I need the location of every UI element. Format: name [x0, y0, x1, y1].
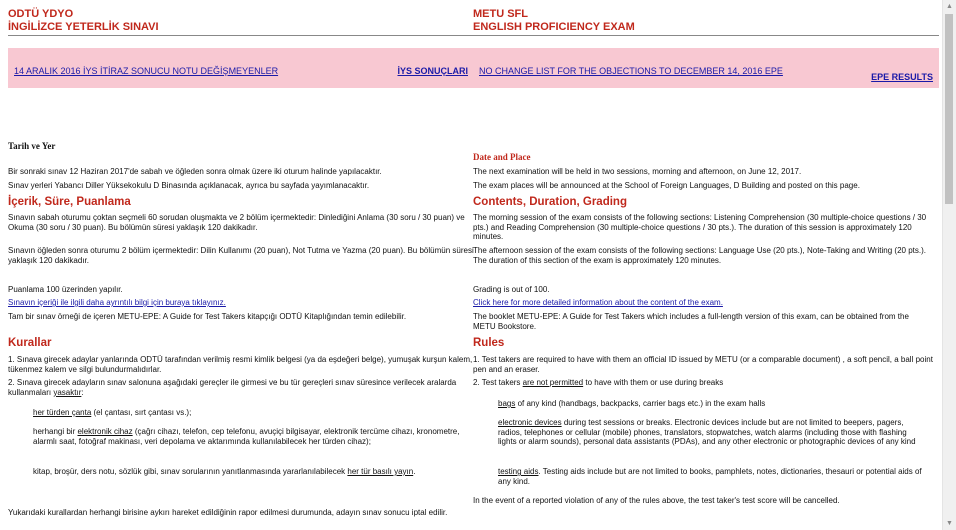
turkish-grading: Puanlama 100 üzerinden yapılır. [8, 285, 123, 294]
english-item-electronics: electronic devices during test sessions or breaks. Electronic devices include but are not limited to beepers, pagers, radios, telephones or cellular (mobile) phones, translators, stopwatches, watch alarms (including those with flashing lights or alarm sounds), personal data assistants (PDAs), and any other electronic or photographic devices of any kind [498, 418, 916, 447]
turkish-forbidden-word: yasaktır [53, 387, 82, 397]
turkish-booklet: Tam bir sınav örneği de içeren METU-EPE: A Guide for Test Takers kitapçığı ODTÜ Kitaplığından temin edilebilir. [8, 312, 407, 321]
english-content-p1: The morning session of the exam consists of the following sections: Listening Comprehension (30 multiple-choice questions / 30 pts.) and Reading Comprehension (30 multiple-choice questions / 30 pts.). The duration of this session is approximately 120 minutes. [473, 213, 927, 242]
turkish-date-p2: Sınav yerleri Yabancı Diller Yüksekokulu D Binasında açıklanacak, ayrıca bu sayfada yayımlanacaktır. [8, 181, 370, 190]
english-header-line2: ENGLISH PROFICIENCY EXAM [473, 21, 635, 33]
turkish-objection-link[interactable]: 14 ARALIK 2016 İYS İTİRAZ SONUCU NOTU DEĞİŞMEYENLER [14, 66, 279, 76]
english-results-link[interactable]: EPE RESULTS [871, 72, 933, 82]
turkish-item-printed: kitap, broşür, ders notu, sözlük gibi, sınav sorularının yanıtlanmasında yararlanılabilecek her tür basılı yayın. [33, 467, 416, 476]
english-booklet: The booklet METU-EPE: A Guide for Test Takers which includes a full-length version of this exam, can be obtained from the METU Bookstore. [473, 312, 909, 331]
turkish-item-bags: her türden çanta (el çantası, sırt çantası vs.); [33, 408, 192, 417]
english-content-title: Contents, Duration, Grading [473, 196, 627, 208]
english-item-testing-aids: testing aids. Testing aids include but are not limited to books, pamphlets, notes, dictionaries, thesauri or potential aids of any kind. [498, 467, 922, 486]
turkish-content-title: İçerik, Süre, Puanlama [8, 196, 131, 208]
english-rule-1: 1. Test takers are required to have with them an official ID issued by METU (or a comparable document) , a soft pencil, a ball point pen and an eraser. [473, 355, 933, 374]
english-header-line1: METU SFL [473, 8, 528, 20]
turkish-item-electronics: herhangi bir elektronik cihaz (çağrı cihazı, telefon, cep telefonu, avuçiçi bilgisayar, elektronik tercüme cihazı, kronometre, alarmlı saat, fotoğraf makinası, veri depolama ve aktarımında kullanılabilecek her türden cihaz); [33, 427, 460, 446]
turkish-content-p2: Sınavın öğleden sonra oturumu 2 bölüm içermektedir: Dilin Kullanımı (20 puan), Not Tutma ve Yazma (20 puan). Bu bölümün süresi yaklaşık 120 dakikadır. [8, 246, 474, 265]
english-banner [473, 48, 939, 88]
english-forbidden-phrase: are not permitted [522, 378, 584, 387]
english-violation: In the event of a reported violation of any of the rules above, the test taker's test score will be cancelled. [473, 496, 840, 505]
scroll-up-arrow-icon[interactable]: ▲ [946, 3, 953, 10]
english-date-p2: The exam places will be announced at the School of Foreign Languages, D Building and posted on this page. [473, 181, 860, 190]
turkish-banner [8, 48, 474, 88]
english-rule-2: 2. Test takers are not permitted to have with them or use during breaks [473, 378, 724, 387]
turkish-rule-1: 1. Sınava girecek adaylar yanlarında ODTÜ tarafından verilmiş resmi kimlik belgesi (ya da eşdeğeri belge), yumuşak kurşun kalem, tükenmez kalem ve silgi bulundurmalıdırlar. [8, 355, 473, 374]
scroll-down-arrow-icon[interactable]: ▼ [946, 520, 953, 527]
turkish-rule-2: 2. Sınava girecek adayların sınav salonuna aşağıdaki gereçler ile girmesi ve bu tür gereçleri sınav süresince verilecek aralarda kullanmaları yasaktır: [8, 378, 457, 397]
vertical-scrollbar[interactable] [942, 0, 956, 530]
english-grading: Grading is out of 100. [473, 285, 550, 294]
turkish-content-p1: Sınavın sabah oturumu çoktan seçmeli 60 sorudan oluşmakta ve 2 bölüm içermektedir: Dinlediğini Anlama (30 soru / 30 puan) ve Okuma (30 soru / 30 puan). Bu bölümün süresi yaklaşık 120 dakikadır. [8, 213, 465, 232]
english-rules-title: Rules [473, 337, 505, 349]
turkish-detail-link[interactable]: Sınavın içeriği ile ilgili daha ayrıntılı bilgi için buraya tıklayınız. [8, 298, 226, 307]
english-column [473, 0, 939, 505]
english-detail-link[interactable]: Click here for more detailed information about the content of the exam. [473, 298, 723, 307]
english-item-bags: bags of any kind (handbags, backpacks, carrier bags etc.) in the exam halls [498, 399, 766, 408]
turkish-header-line2: İNGİLİZCE YETERLİK SINAVI [8, 21, 159, 33]
scrollbar-thumb[interactable] [945, 14, 953, 204]
turkish-column [8, 0, 474, 517]
english-objection-link[interactable]: NO CHANGE LIST FOR THE OBJECTIONS TO DECEMBER 14, 2016 EPE [479, 66, 783, 76]
english-header [473, 8, 939, 36]
turkish-header [8, 8, 474, 36]
turkish-violation: Yukarıdaki kurallardan herhangi birisine aykırı hareket edildiğinin rapor edilmesi durumunda, adayın sınav sonucu iptal edilir. [8, 508, 448, 517]
turkish-date-p1: Bir sonraki sınav 12 Haziran 2017'de sabah ve öğleden sonra olmak üzere iki oturum halinde yapılacaktır. [8, 167, 382, 176]
turkish-date-place-title: Tarih ve Yer [8, 141, 56, 151]
turkish-header-line1: ODTÜ YDYO [8, 8, 74, 20]
english-content-p2: The afternoon session of the exam consists of the following sections: Language Use (20 pts.), Note-Taking and Writing (20 pts.). The duration of this section of the exam is approximately 120 minutes. [473, 246, 926, 265]
english-date-place-title: Date and Place [473, 152, 531, 162]
english-date-p1: The next examination will be held in two sessions, morning and afternoon, on June 12, 2017. [473, 167, 802, 176]
turkish-rules-title: Kurallar [8, 337, 52, 349]
turkish-results-link[interactable]: İYS SONUÇLARI [397, 66, 468, 76]
